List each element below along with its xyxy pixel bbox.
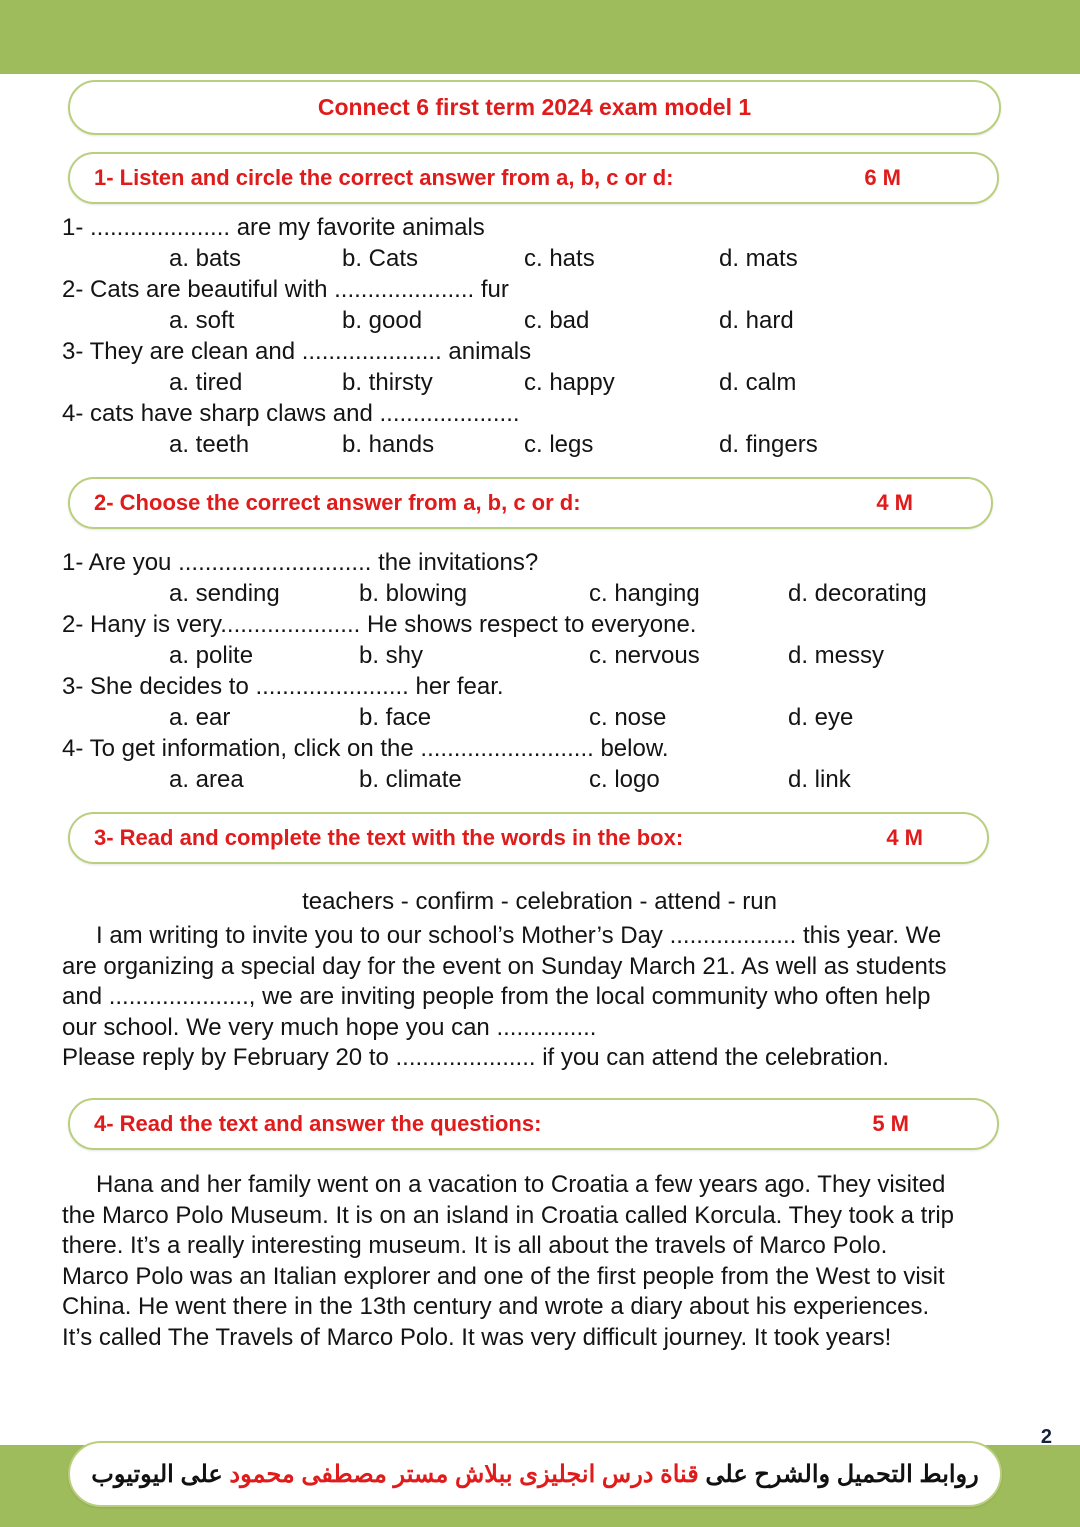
option-c[interactable]: c. logo — [589, 766, 660, 793]
question-options — [62, 244, 1022, 275]
section-4-heading-pill — [68, 1098, 999, 1150]
option-b[interactable]: b. good — [342, 307, 423, 334]
cloze-text — [62, 921, 1017, 1074]
option-a[interactable]: a. polite — [169, 642, 254, 669]
section-1-marks: 6 M — [864, 165, 901, 190]
footer-text-suffix: على اليوتيوب — [91, 1460, 230, 1488]
cloze-line: are organizing a special day for the event on Sunday March 21. As well as students — [62, 952, 947, 980]
option-c[interactable]: c. happy — [524, 369, 615, 396]
section-4-body — [62, 1170, 1014, 1353]
cloze-line: I am writing to invite you to our school’s Mother’s Day ................... this year. We — [96, 922, 942, 949]
option-b[interactable]: b. climate — [359, 766, 462, 793]
question-stem: 3- She decides to ....................... her fear. — [62, 673, 504, 700]
section-1-heading-pill — [68, 152, 999, 204]
option-b[interactable]: b. blowing — [359, 580, 468, 607]
option-b[interactable]: b. shy — [359, 642, 424, 669]
option-c[interactable]: c. bad — [524, 307, 590, 334]
question-options — [62, 368, 1022, 399]
option-d[interactable]: d. fingers — [719, 431, 818, 458]
header-band — [0, 0, 1080, 74]
passage-line: It’s called The Travels of Marco Polo. It was very difficult journey. It took years! — [62, 1323, 892, 1351]
option-c[interactable]: c. hanging — [589, 580, 700, 607]
passage-line: the Marco Polo Museum. It is on an island in Croatia called Korcula. They took a trip — [62, 1201, 954, 1229]
passage-line: there. It’s a really interesting museum. It is all about the travels of Marco Polo. — [62, 1232, 888, 1259]
option-d[interactable]: d. eye — [788, 704, 854, 731]
section-4-heading: 4- Read the text and answer the questions: — [94, 1111, 542, 1136]
option-b[interactable]: b. Cats — [342, 245, 419, 272]
section-2-heading: 2- Choose the correct answer from a, b, c or d: — [94, 490, 581, 515]
question-stem: 1- ..................... are my favorite animals — [62, 214, 485, 241]
option-a[interactable]: a. teeth — [169, 431, 250, 458]
section-3-heading: 3- Read and complete the text with the words in the box: — [94, 825, 684, 850]
footer-text-prefix: روابط التحميل والشرح على — [698, 1460, 979, 1488]
section-3-heading-pill — [68, 812, 989, 864]
footer-channel-name: قناة درس انجليزى ببلاش مستر مصطفى محمود — [229, 1460, 699, 1488]
word-box: teachers - confirm - celebration - attend - run — [302, 888, 777, 915]
section-2-questions — [62, 548, 1022, 796]
question-options — [62, 306, 1022, 337]
question-stem: 1- Are you ............................. the invitations? — [62, 549, 539, 576]
footer-pill — [68, 1441, 1002, 1507]
option-c[interactable]: c. hats — [524, 245, 595, 272]
option-d[interactable]: d. messy — [788, 642, 885, 669]
section-2-heading-pill — [68, 477, 993, 529]
option-b[interactable]: b. hands — [342, 431, 435, 458]
section-3-body — [62, 885, 1017, 1074]
option-a[interactable]: a. ear — [169, 704, 231, 731]
option-a[interactable]: a. bats — [169, 245, 242, 272]
option-d[interactable]: d. mats — [719, 245, 798, 272]
option-c[interactable]: c. legs — [524, 431, 594, 458]
section-3-marks: 4 M — [886, 825, 923, 850]
section-1-questions — [62, 213, 1022, 461]
reading-passage — [62, 1170, 1014, 1353]
option-c[interactable]: c. nervous — [589, 642, 700, 669]
cloze-line: Please reply by February 20 to ..................... if you can attend the celebration. — [62, 1044, 890, 1071]
option-a[interactable]: a. sending — [169, 580, 280, 607]
passage-line: Marco Polo was an Italian explorer and one of the first people from the West to visit — [62, 1262, 945, 1290]
footer-credit — [91, 1460, 978, 1489]
passage-line: Hana and her family went on a vacation to Croatia a few years ago. They visited — [96, 1171, 946, 1198]
option-b[interactable]: b. thirsty — [342, 369, 433, 396]
question-options — [62, 765, 1022, 796]
option-d[interactable]: d. link — [788, 766, 851, 793]
page-number: 2 — [1040, 1426, 1052, 1448]
question-options — [62, 641, 1022, 672]
question-stem: 3- They are clean and ..................... animals — [62, 338, 532, 365]
section-4-marks: 5 M — [872, 1111, 909, 1136]
cloze-line: our school. We very much hope you can ............... — [62, 1013, 597, 1041]
cloze-line: and ....................., we are inviting people from the local community who often help — [62, 983, 931, 1010]
question-stem: 2- Hany is very..................... He shows respect to everyone. — [62, 611, 697, 638]
option-b[interactable]: b. face — [359, 704, 432, 731]
option-d[interactable]: d. hard — [719, 307, 794, 334]
option-a[interactable]: a. area — [169, 766, 244, 793]
option-a[interactable]: a. soft — [169, 307, 235, 334]
passage-line: China. He went there in the 13th century and wrote a diary about his experiences. — [62, 1293, 930, 1320]
section-2-marks: 4 M — [876, 490, 913, 515]
option-c[interactable]: c. nose — [589, 704, 667, 731]
question-options — [62, 703, 1022, 734]
question-options — [62, 430, 1022, 461]
question-stem: 2- Cats are beautiful with ..................... fur — [62, 276, 509, 303]
option-d[interactable]: d. calm — [719, 369, 797, 396]
exam-title: Connect 6 first term 2024 exam model 1 — [317, 94, 752, 120]
section-1-heading: 1- Listen and circle the correct answer from a, b, c or d: — [94, 165, 674, 190]
option-a[interactable]: a. tired — [169, 369, 243, 396]
question-options — [62, 579, 1022, 610]
question-stem: 4- cats have sharp claws and ..................... — [62, 400, 520, 427]
option-d[interactable]: d. decorating — [788, 580, 927, 607]
exam-title-pill — [68, 80, 1001, 135]
question-stem: 4- To get information, click on the .......................... below. — [62, 735, 669, 762]
